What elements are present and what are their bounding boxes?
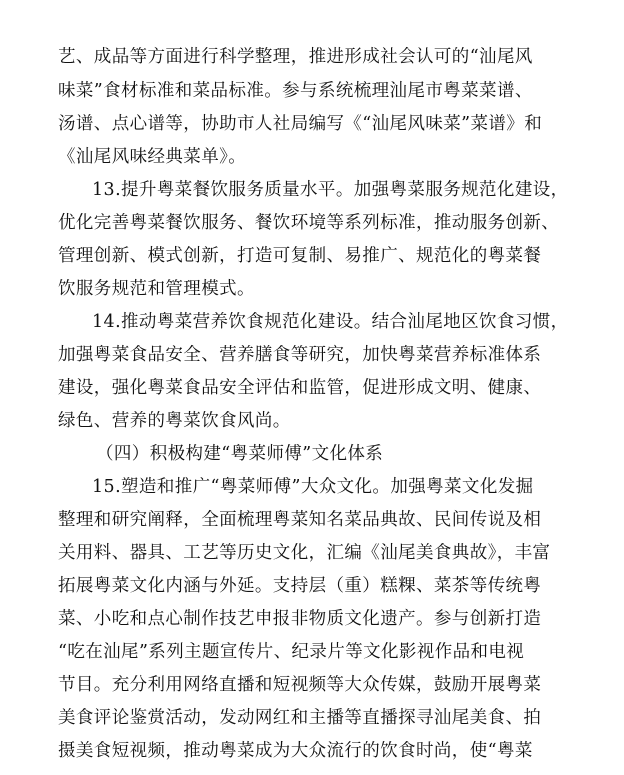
paragraph-line: 管理创新、模式创新，打造可复制、易推广、规范化的粤菜餐 [58,246,542,266]
paragraph-line: 拓展粤菜文化内涵与外延。支持层（重）糕粿、菜茶等传统粤 [58,576,542,596]
paragraph-line: 建设，强化粤菜食品安全评估和监管，促进形成文明、健康、 [58,378,542,398]
paragraph-line: 美食评论鉴赏活动，发动网红和主播等直播探寻汕尾美食、拍 [58,708,542,728]
section-item-15-line: 15.塑造和推广“粤菜师傅”大众文化。加强粤菜文化发掘 [92,477,534,497]
paragraph-line: 味菜”食材标准和菜品标准。参与系统梳理汕尾市粤菜菜谱、 [58,81,533,101]
paragraph-line: 汤谱、点心谱等，协助市人社局编写《“汕尾风味菜”菜谱》和 [58,114,543,134]
section-item-13-line: 13.提升粤菜餐饮服务质量水平。加强粤菜服务规范化建设， [92,180,569,200]
paragraph-line: 《汕尾风味经典菜单》。 [58,147,247,167]
paragraph-line: 绿色、营养的粤菜饮食风尚。 [58,411,291,431]
paragraph-line: 优化完善粤菜餐饮服务、餐饮环境等系列标准，推动服务创新、 [58,213,560,233]
paragraph-line: 菜、小吃和点心制作技艺申报非物质文化遗产。参与创新打造 [58,609,542,629]
section-heading: （四）积极构建“粤菜师傅”文化体系 [96,444,384,464]
paragraph-line: 摄美食短视频，推动粤菜成为大众流行的饮食时尚，使“粤菜 [58,741,533,761]
paragraph-line: 艺、成品等方面进行科学整理，推进形成社会认可的“汕尾风 [58,47,533,67]
paragraph-line: 关用料、器具、工艺等历史文化，汇编《汕尾美食典故》，丰富 [58,543,551,563]
paragraph-line: 饮服务规范和管理模式。 [58,279,255,299]
paragraph-line: 整理和研究阐释，全面梳理粤菜知名菜品典故、民间传说及相 [58,510,542,530]
section-item-14-line: 14.推动粤菜营养饮食规范化建设。结合汕尾地区饮食习惯， [92,312,569,332]
paragraph-line: 加强粤菜食品安全、营养膳食等研究，加快粤菜营养标准体系 [58,345,542,365]
paragraph-line: 节目。充分利用网络直播和短视频等大众传媒，鼓励开展粤菜 [58,675,542,695]
paragraph-line: “吃在汕尾”系列主题宣传片、纪录片等文化影视作品和电视 [58,642,525,662]
